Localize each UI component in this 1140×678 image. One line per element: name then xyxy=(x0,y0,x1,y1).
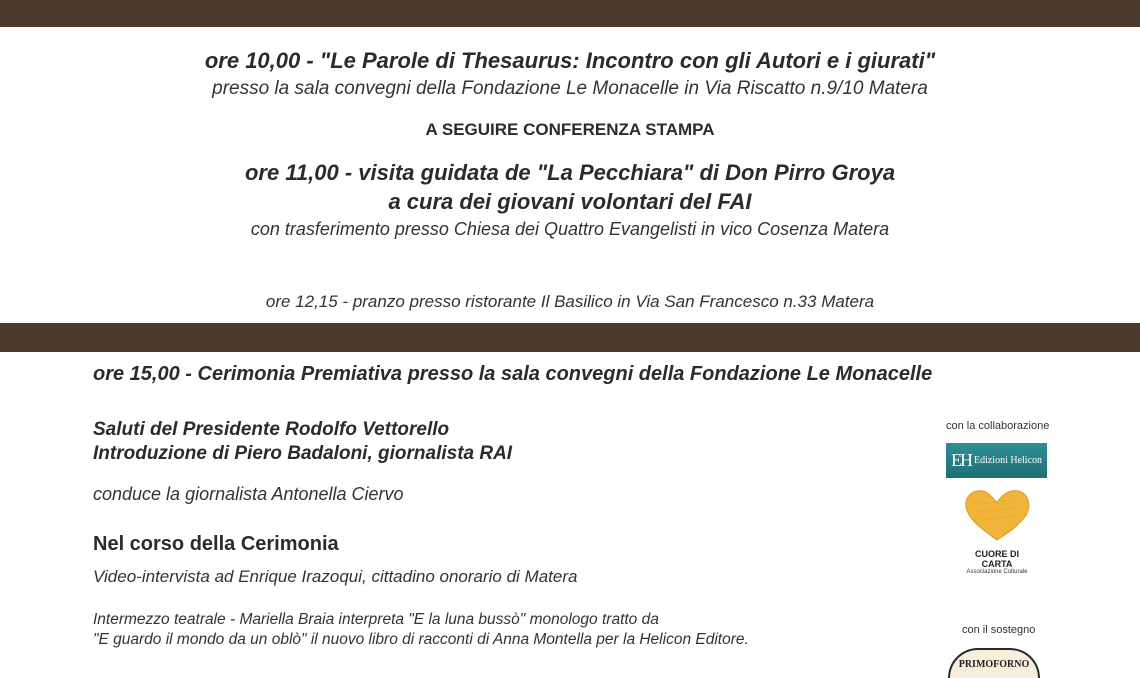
primoforno-name: PRIMOFORNO xyxy=(958,659,1030,670)
cuore-subtitle: Associazione Culturale xyxy=(966,569,1028,575)
primoforno-logo xyxy=(948,648,1040,678)
interlude-line2: "E guardo il mondo da un oblò" il nuovo libro di racconti di Anna Montella per la Helicon Editore. xyxy=(93,631,749,648)
middle-band xyxy=(0,323,1140,352)
event2-subtitle: con trasferimento presso Chiesa dei Quattro Evangelisti in vico Cosenza Matera xyxy=(250,219,890,239)
ceremony-title: ore 15,00 - Cerimonia Premiativa presso la sala convegni della Fondazione Le Monacelle xyxy=(93,363,933,385)
lunch-info: ore 12,15 - pranzo presso ristorante Il Basilico in Via San Francesco n.33 Matera xyxy=(265,292,875,311)
heart-icon xyxy=(960,486,1034,542)
support-caption: con il sostegno xyxy=(962,624,1036,636)
cuore-di-carta-logo xyxy=(960,486,1034,575)
event1-title: ore 10,00 - "Le Parole di Thesaurus: Incontro con gli Autori e i giurati" xyxy=(204,48,936,73)
host-info: conduce la giornalista Antonella Ciervo xyxy=(93,484,404,504)
collab-caption: con la collaborazione xyxy=(946,420,1050,432)
conference-notice: A SEGUIRE CONFERENZA STAMPA xyxy=(425,120,715,139)
greetings-line1: Saluti del Presidente Rodolfo Vettorello xyxy=(93,419,450,440)
during-heading: Nel corso della Cerimonia xyxy=(93,533,339,555)
interlude-line1: Intermezzo teatrale - Mariella Braia interpreta "E la luna bussò" monologo tratto da xyxy=(93,611,659,628)
helicon-logo xyxy=(946,443,1047,478)
cuore-name: CUORE DI CARTA xyxy=(974,549,1019,569)
top-band xyxy=(0,0,1140,27)
event1-subtitle: presso la sala convegni della Fondazione Le Monacelle in Via Riscatto n.9/10 Matera xyxy=(212,78,928,99)
event2-title-line1: ore 11,00 - visita guidata de "La Pecchiara" di Don Pirro Groya xyxy=(244,160,896,185)
helicon-mark: EH xyxy=(950,450,971,470)
greetings-line2: Introduzione di Piero Badaloni, giornalista RAI xyxy=(93,443,513,464)
event2-title-line2: a cura dei giovani volontari del FAI xyxy=(388,189,752,214)
video-interview: Video-intervista ad Enrique Irazoqui, cittadino onorario di Matera xyxy=(93,567,578,586)
helicon-name: Edizioni Helicon xyxy=(973,455,1043,466)
